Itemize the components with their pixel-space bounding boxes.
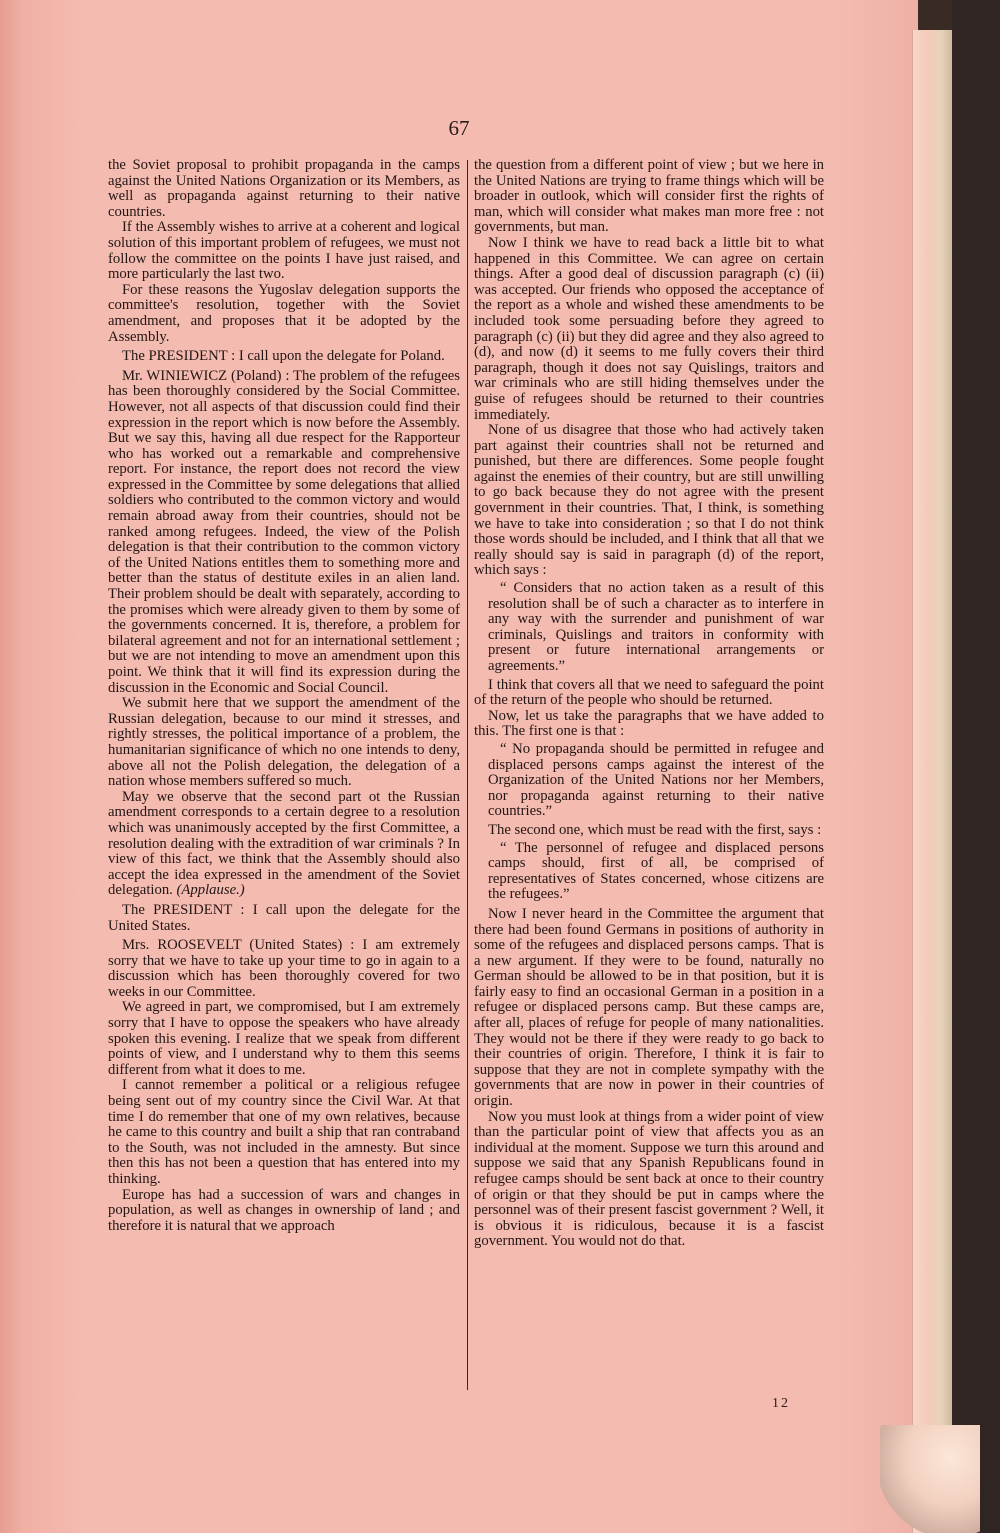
paragraph: If the Assembly wishes to arrive at a coherent and logical solution of this important problem of refugees, we must not follow the committee on the points I have just raised, and more particularly the last two. (108, 219, 460, 283)
paragraph: Now I never heard in the Committee the argument that there had been found Germans in positions of authority in some of the refugees and displaced persons camps. That is a new argument. If they were to be found, naturally no German should be allowed to be in that position, but it is fairly easy to find an occasional German in a position in a refugee or displaced persons camp. But these camps are, after all, places of refuge for people of many nationalities. They would not be there if they were ready to go back to their countries of origin. Therefore, I think it is fair to suppose that they are not in complete sympathy with the governments that are now in power in their countries of origin. (474, 905, 824, 1110)
quotation: “ No propaganda should be permitted in refugee and displaced persons camps against the interest of the Organization of the United Nations nor her Members, nor propaganda against returning to their native countries.” (488, 740, 824, 820)
paragraph: We submit here that we support the amendment of the Russian delegation, because to our mind it stresses, and rightly stresses, the political importance of a problem, the humanitarian significance of which no one intends to deny, above all not the Polish delegation, the delegation of a nation whose members suffered so much. (108, 695, 460, 790)
paragraph: I think that covers all that we need to safeguard the point of the return of the people who should be returned. (474, 676, 824, 709)
paragraph: Now I think we have to read back a little bit to what happened in this Committee. We can agree on certain things. After a good deal of discussion paragraph (c) (ii) was accepted. Our friends who opposed the acceptance of the report as a whole and wished these amendments to be included took some persuading before they agreed to paragraph (c) (ii) but they did agree and they also agreed to (d), and now (d) it seems to me fully covers their third paragraph, though it does not say Quislings, traitors and war criminals who are still hiding themselves under the guise of refugees should be returned to their countries immediately. (474, 234, 824, 423)
page-edge-stack (912, 30, 953, 1533)
paragraph: Mrs. ROOSEVELT (United States) : I am extremely sorry that we have to take up your time to go in again to a discussion which has been thoroughly covered for two weeks in our Committee. (108, 937, 460, 1000)
quotation: “ Considers that no action taken as a result of this resolution shall be of such a character as to interfere in any way with the surrender and punishment of war criminals, Quislings and traitors in conformity with present or future international arrangements or agreements.” (488, 580, 824, 674)
paragraph: Now you must look at things from a wider point of view than the particular point of view that affects you as an individual at the moment. Suppose we turn this around and suppose we said that any Spanish Republicans found in refugee camps should be sent back at once to their country of origin or that they should be put in camps where the personnel was of their present fascist government ? Well, it is obvious it is ridiculous, because it is a fascist government. You would not do that. (474, 1108, 824, 1250)
paragraph (108, 790, 460, 899)
paragraph: The second one, which must be read with the first, says : (488, 821, 822, 838)
quotation: “ The personnel of refugee and displaced persons camps should, first of all, be comprised of representatives of States concerned, whose citizens are the refugees.” (488, 839, 824, 903)
paragraph: I cannot remember a political or a religious refugee being sent out of my country since the Civil War. At that time I do remember that one of my own relatives, because he came to this country and built a ship that ran contraband to the South, was not included in the amnesty. But since then this has not been a question that has entered into my thinking. (108, 1077, 460, 1187)
paragraph: the Soviet proposal to prohibit propaganda in the camps against the United Nations Organization or its Members, as well as propaganda against returning to their native countries. (108, 157, 460, 220)
paragraph: Now, let us take the paragraphs that we have added to this. The first one is that : (474, 707, 824, 740)
paragraph: The PRESIDENT : I call upon the delegate for the United States. (108, 901, 460, 934)
page-number: 67 (448, 116, 470, 140)
paragraph: the question from a different point of view ; but we here in the United Nations are trying to frame things which will be broader in outlook, which will consider first the rights of man, which will consider what makes man more free : not governments, but man. (474, 157, 824, 236)
paragraph-text: May we observe that the second part ot the Russian amendment corresponds to a certain degree to a resolution which was unanimously accepted by the first Committee, a resolution dealing with the extradition of war criminals ? In view of this fact, we think that the Assembly should also accept the idea expressed in the amendment of the Soviet delegation. (108, 788, 460, 899)
paragraph: Europe has had a succession of wars and changes in population, as well as changes in ownership of land ; and therefore it is natural that we approach (108, 1186, 460, 1234)
right-column (474, 158, 824, 1250)
column-rule (467, 160, 468, 1390)
applause-note: (Applause.) (176, 882, 245, 899)
left-column (108, 158, 460, 1234)
paragraph: Mr. WINIEWICZ (Poland) : The problem of the refugees has been thoroughly considered by the Social Committee. However, not all aspects of that discussion could find their expression in the report which is now before the Assembly. But we say this, having all due respect for the Rapporteur who has worked out a remarkable and comprehensive report. For instance, the report does not record the view expressed in the Committee by some delegations that allied soldiers who contributed to the common victory and would remain abroad away from their countries, should not be ranked among refugees. Indeed, the view of the Polish delegation is that their contribution to the common victory of the United Nations entitles them to something more and better than the status of destitute exiles in an alien land. Their problem should be dealt with separately, according to the promises which were already given to them by some of the governments concerned. It is, therefore, a problem for bilateral agreement and not for an international settlement ; but we are not intending to move an amendment upon this point. We think that it will find its expression during the discussion in the Economic and Social Council. (108, 367, 460, 696)
paragraph: The PRESIDENT : I call upon the delegate for Poland. (122, 348, 445, 365)
sheet-mark: 12 (772, 1396, 790, 1411)
paragraph: For these reasons the Yugoslav delegation supports the committee's resolution, together with the Soviet amendment, and proposes that it be adopted by the Assembly. (108, 281, 460, 345)
paragraph: We agreed in part, we compromised, but I am extremely sorry that I have to oppose the speakers who have already spoken this evening. I realize that we speak from different points of view, and I understand why to them this seems different from what it does to me. (108, 999, 460, 1078)
background-edge (952, 0, 1000, 1533)
page-corner-curl (880, 1425, 980, 1533)
paragraph: None of us disagree that those who had actively taken part against their countries shall not be returned and punished, but there are differences. Some people fought against the enemies of their country, but are still unwilling to go back because they do not agree with the present government in their countries. That, I think, is something we have to take into consideration ; so that I do not think those words should be included, and I think that all that we really should say is said in paragraph (d) of the report, which says : (474, 422, 824, 579)
